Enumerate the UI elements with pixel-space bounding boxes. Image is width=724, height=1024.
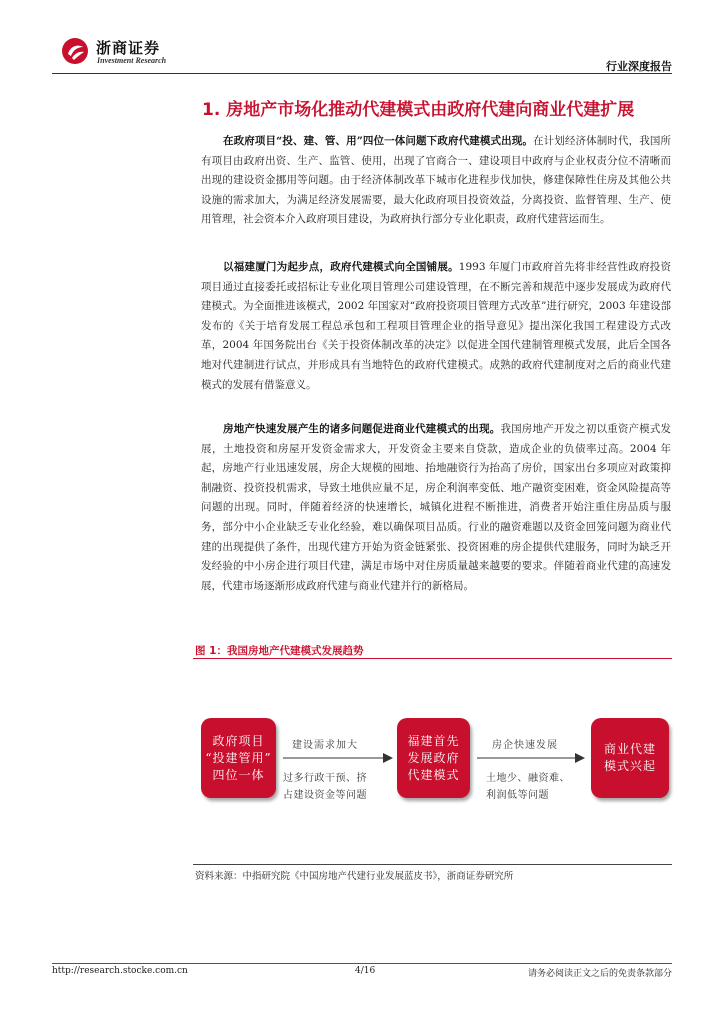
paragraph-2 [201,258,671,395]
paragraph-2-lead: 以福建厦门为起步点，政府代建模式向全国铺展。 [223,261,459,273]
paragraph-1 [201,132,671,230]
stage-1-line-2: “投建管用” [205,750,272,765]
transition-2-effects [486,770,586,804]
footer-divider [52,963,672,964]
figure-bottom-rule [193,864,672,865]
footer-disclaimer: 请务必阅读正文之后的免责条款部分 [527,969,672,979]
stage-3-line-1: 商业代建 [603,742,656,756]
figure-title: 图 1：我国房地产代建模式发展趋势 [195,645,364,657]
paragraph-3-text: 我国房地产开发之初以重资产模式发展，土地投资和房屋开发资金需求大，开发资金主要来自贷款，造成企业的负债率过高。2004 年起，房地产行业迅速发展，房企大规模的囤地、抬地融资行为抬高了房价，国家出台多项应对政策抑制融资、投资投机需求，导致土地供应量不足，房企利润率变低、地产融资变困难，资金风险提高等问题的出现。同时，伴随着经济的快速增长，城镇化进程不断推进，消费者开始注重住房品质与服务，部分中小企业缺乏专业化经验，难以确保项目品质。行业的融资难题以及资金回笼问题为商业代建的出现提供了条件，出现代建方开始为资金链紧张、投资困难的房企提供代建服务，同时为缺乏开发经验的中小房企进行项目代建，满足市场中对住房质量越来越要的要求。伴随着商业代建的高速发展，代建市场逐渐形成政府代建与商业代建并行的新格局。 [201,423,672,592]
stage-3-line-2: 模式兴起 [603,759,656,773]
transition-1-effect-line-1: 过多行政干预、挤 [283,773,367,784]
brand-name-en: Investment Research [97,56,167,65]
section-title: 1. 房地产市场化推动代建模式由政府代建向商业代建扩展 [202,100,635,120]
paragraph-1-text: 在计划经济体制时代，我国所有项目由政府出资、生产、监管、使用，出现了官商合一、建设项目中政府与企业权责分位不清晰而出现的建设资金挪用等问题。由于经济体制改革下城市化进程步伐加快，修建保障性住房及其他公共设施的需求加大，为满足经济发展需要，最大化政府项目投资效益，分离投资、监督管理、生产、使用管理，社会资本介入政府项目建设，为政府执行部分专业化职责，政府代建营运而生。 [201,135,672,226]
transition-1-effects [283,770,393,804]
stage-box-government-projects [201,718,276,798]
transition-2-effect-line-2: 利润低等问题 [486,790,549,801]
stage-box-fujian-government-agency [397,718,470,798]
report-type-label: 行业深度报告 [606,60,672,73]
stage-box-commercial-agency [591,718,669,798]
brand-name-cn: 浙商证券 [96,39,161,57]
paragraph-3 [201,420,671,596]
header-divider [52,73,672,74]
stage-1-line-3: 四位一体 [212,767,265,782]
zheshang-logo-icon [60,36,90,66]
footer-url-link[interactable]: http://research.stocke.com.cn [52,966,188,976]
stage-2-line-1: 福建首先 [407,733,460,748]
right-arrow-icon [283,752,393,764]
figure-top-rule [193,658,672,659]
figure-source: 资料来源：中指研究院《中国房地产代建行业发展蓝皮书》，浙商证券研究所 [195,871,514,882]
stage-2-line-2: 发展政府 [407,750,460,765]
page-number: 4/16 [355,966,376,976]
paragraph-1-lead: 在政府项目“投、建、管、用”四位一体问题下政府代建模式出现。 [223,135,533,147]
transition-2-condition: 房企快速发展 [492,740,558,751]
stage-1-line-1: 政府项目 [212,733,265,748]
transition-2-effect-line-1: 土地少、融资难、 [486,773,570,784]
transition-1-condition: 建设需求加大 [292,740,358,751]
paragraph-2-text: 1993 年厦门市政府首先将非经营性政府投资项目通过直接委托或招标让专业化项目管理公司建设管理，在不断完善和规范中逐步发展成为政府代建模式。为全面推进该模式，2002 年国家对“政府投资项目管理方式改革”进行研究，2003 年建设部发布的《关于培育发展工程总承包和工程项目管理企业的指导意见》提出深化我国工程建设方式改革，2004 年国务院出台《关于投资体制改革的决定》以促进全国代建制管理模式发展，此后全国各地对代建制进行试点，并形成具有当地特色的政府代建模式。成熟的政府代建制度对之后的商业代建模式的发展有借鉴意义。 [201,261,671,391]
transition-1-effect-line-2: 占建设资金等问题 [283,790,367,801]
paragraph-3-lead: 房地产快速发展产生的诸多问题促进商业代建模式的出现。 [223,423,501,435]
stage-2-line-3: 代建模式 [407,767,460,782]
right-arrow-icon [477,752,585,764]
